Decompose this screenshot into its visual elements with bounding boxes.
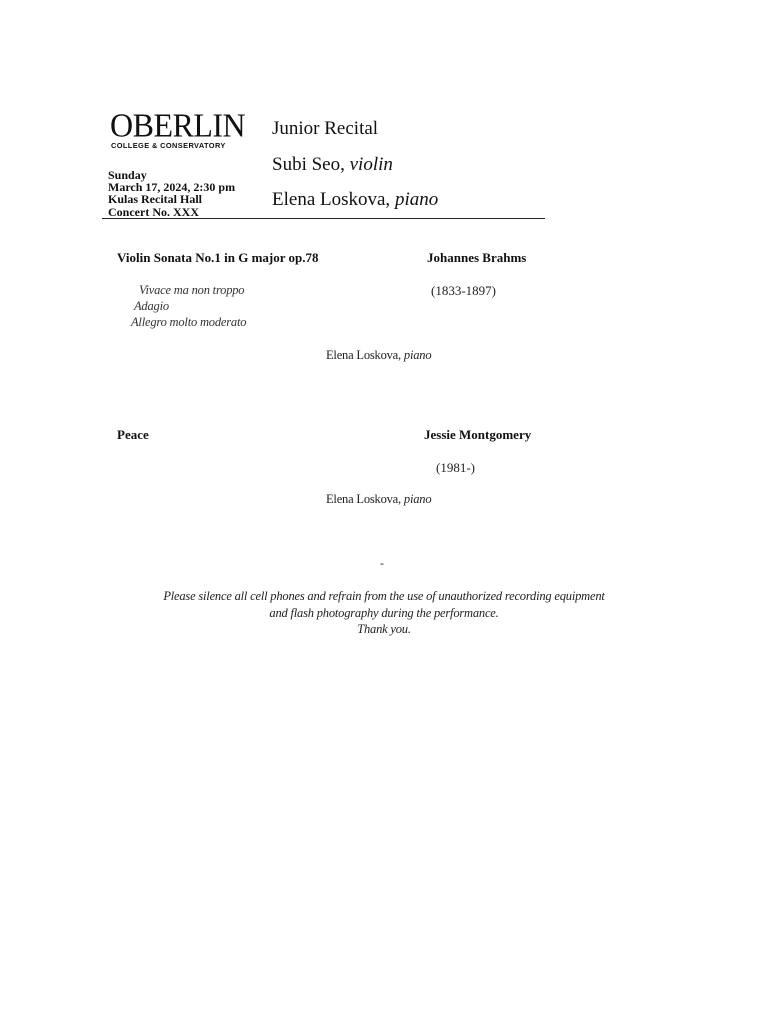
event-datetime: March 17, 2024, 2:30 pm bbox=[108, 180, 236, 195]
concert-number: Concert No. XXX bbox=[108, 204, 199, 219]
collaborator-brahms bbox=[326, 348, 431, 363]
oberlin-logo: OBERLIN bbox=[110, 105, 246, 144]
collaborator-name: Elena Loskova, bbox=[326, 348, 404, 362]
performer-piano bbox=[272, 189, 438, 211]
movement-2: Adagio bbox=[134, 299, 169, 313]
event-info bbox=[108, 169, 235, 218]
notice-line-3: Thank you. bbox=[357, 622, 411, 636]
audience-notice bbox=[0, 588, 768, 638]
movement-3: Allegro molto moderato bbox=[131, 315, 247, 329]
performer-violin-instrument: violin bbox=[349, 154, 393, 175]
collaborator-instrument: piano bbox=[403, 348, 432, 362]
performer-piano-name: Elena Loskova, bbox=[272, 189, 395, 210]
event-venue: Kulas Recital Hall bbox=[108, 192, 202, 207]
event-day: Sunday bbox=[108, 168, 147, 182]
collaborator-instrument: piano bbox=[403, 492, 432, 506]
performer-violin bbox=[272, 154, 393, 176]
performer-violin-name: Subi Seo, bbox=[272, 154, 350, 175]
separator-dash: - bbox=[380, 556, 384, 570]
movement-1: Vivace ma non troppo bbox=[139, 283, 245, 297]
notice-line-1: Please silence all cell phones and refrain from the use of unauthorized recording equipment bbox=[163, 589, 605, 603]
piece-title-peace: Peace bbox=[117, 427, 149, 442]
composer-dates-brahms: (1833-1897) bbox=[431, 283, 496, 298]
collaborator-name: Elena Loskova, bbox=[326, 492, 404, 506]
performer-piano-instrument: piano bbox=[394, 189, 439, 210]
oberlin-logo-subtext: COLLEGE & CONSERVATORY bbox=[111, 141, 226, 150]
collaborator-peace bbox=[326, 492, 431, 507]
composer-brahms: Johannes Brahms bbox=[427, 250, 527, 265]
composer-montgomery: Jessie Montgomery bbox=[424, 427, 532, 442]
notice-line-2: and flash photography during the performance. bbox=[269, 605, 499, 620]
composer-dates-montgomery: (1981-) bbox=[436, 460, 475, 475]
piece-title-brahms: Violin Sonata No.1 in G major op.78 bbox=[117, 250, 319, 265]
recital-title: Junior Recital bbox=[272, 118, 379, 139]
header-divider bbox=[102, 218, 545, 219]
